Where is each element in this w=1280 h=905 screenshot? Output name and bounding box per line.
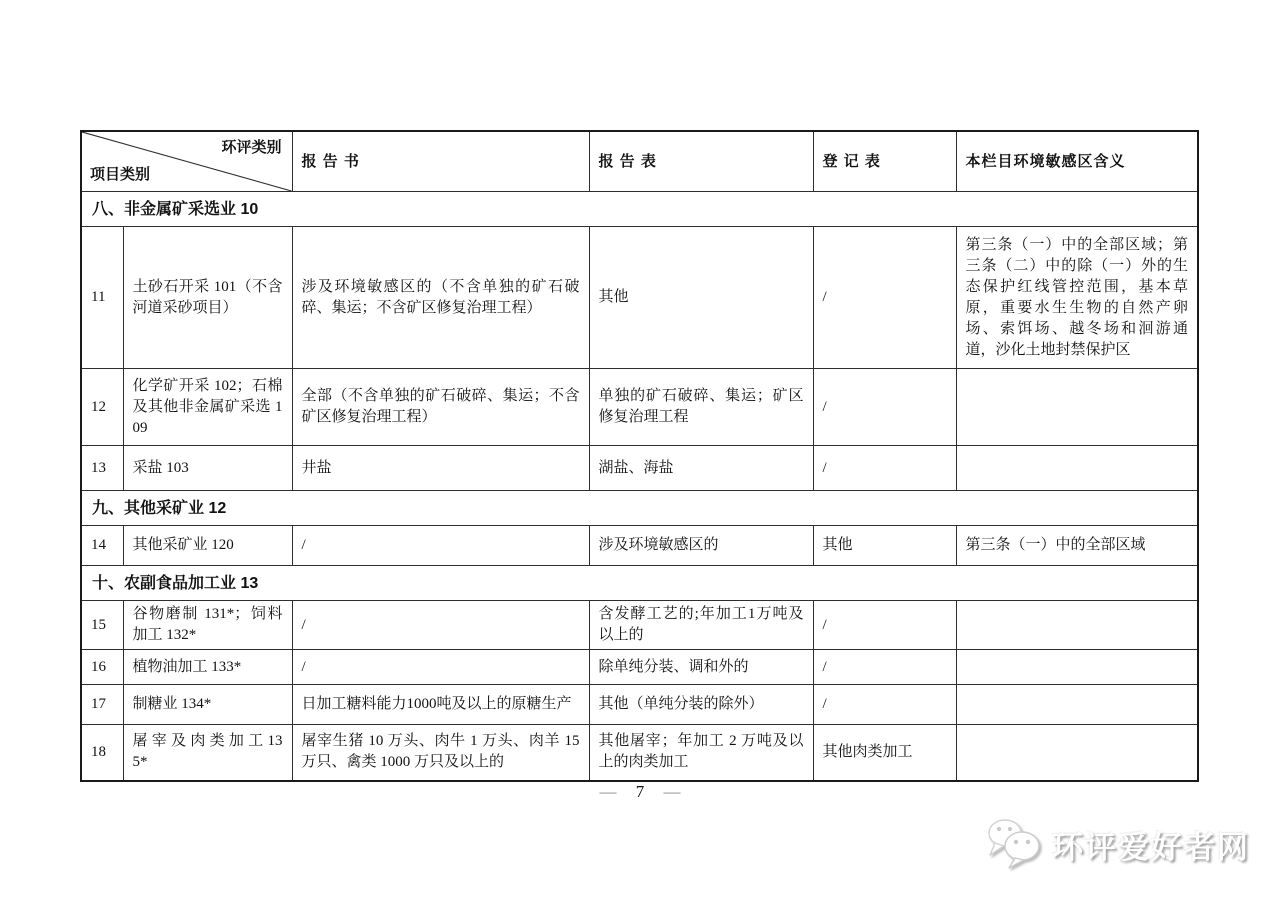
- cell-12-registration-form: /: [813, 369, 956, 446]
- cell-14-num: 14: [81, 526, 123, 566]
- header-eia-category-label: 环评类别: [221, 139, 282, 156]
- cell-13-report-book: 井盐: [292, 446, 589, 491]
- cell-14-sensitive-meaning: 第三条（一）中的全部区域: [956, 526, 1198, 566]
- section-label: 十、农副食品加工业 13: [81, 566, 1198, 601]
- site-watermark: [984, 818, 1250, 870]
- cell-11-report-form: 其他: [589, 227, 813, 369]
- cell-15-sensitive-meaning: [956, 601, 1198, 650]
- cell-13-sensitive-meaning: [956, 446, 1198, 491]
- table-row-17: [81, 685, 1198, 725]
- table-row-16: [81, 650, 1198, 685]
- footer-dash-left: —: [599, 782, 617, 801]
- cell-11-report-book: 涉及环境敏感区的（不含单独的矿石破碎、集运；不含矿区修复治理工程）: [292, 227, 589, 369]
- cell-18-category: 屠 宰 及 肉 类 加 工 135*: [123, 725, 292, 781]
- cell-15-category: 谷物磨制 131*；饲料加工 132*: [123, 601, 292, 650]
- cell-16-registration-form: /: [813, 650, 956, 685]
- cell-13-report-form: 湖盐、海盐: [589, 446, 813, 491]
- section-label: 八、非金属矿采选业 10: [81, 192, 1198, 227]
- cell-18-report-book: 屠宰生猪 10 万头、肉牛 1 万头、肉羊 15 万只、禽类 1000 万只及以上的: [292, 725, 589, 781]
- cell-11-num: 11: [81, 227, 123, 369]
- cell-16-report-form: 除单纯分装、调和外的: [589, 650, 813, 685]
- header-report-book: 报 告 书: [292, 131, 589, 192]
- cell-16-report-book: /: [292, 650, 589, 685]
- cell-14-registration-form: 其他: [813, 526, 956, 566]
- page-number: 7: [635, 782, 645, 801]
- cell-15-report-form: 含发酵工艺的;年加工1万吨及以上的: [589, 601, 813, 650]
- table-row-18: [81, 725, 1198, 781]
- table-row-12: [81, 369, 1198, 446]
- cell-16-num: 16: [81, 650, 123, 685]
- cell-12-num: 12: [81, 369, 123, 446]
- page-footer: [0, 782, 1280, 802]
- cell-15-registration-form: /: [813, 601, 956, 650]
- table-row-13: [81, 446, 1198, 491]
- cell-17-registration-form: /: [813, 685, 956, 725]
- watermark-site-name: 环评爱好者网: [1052, 829, 1250, 865]
- cell-17-report-book: 日加工糖料能力1000吨及以上的原糖生产: [292, 685, 589, 725]
- section-row-other-mining: [81, 491, 1198, 526]
- cell-15-report-book: /: [292, 601, 589, 650]
- cell-18-num: 18: [81, 725, 123, 781]
- cell-11-sensitive-meaning: 第三条（一）中的全部区域；第三条（二）中的除（一）外的生态保护红线管控范围，基本草原，重要水生生物的自然产卵场、索饵场、越冬场和洄游通道，沙化土地封禁保护区: [956, 227, 1198, 369]
- table-row-15: [81, 601, 1198, 650]
- header-sensitive-meaning: 本栏目环境敏感区含义: [956, 131, 1198, 192]
- cell-18-report-form: 其他屠宰；年加工 2 万吨及以上的肉类加工: [589, 725, 813, 781]
- cell-11-registration-form: /: [813, 227, 956, 369]
- section-row-nonmetal-mining: [81, 192, 1198, 227]
- cell-12-report-book: 全部（不含单独的矿石破碎、集运；不含矿区修复治理工程）: [292, 369, 589, 446]
- cell-17-sensitive-meaning: [956, 685, 1198, 725]
- cell-15-num: 15: [81, 601, 123, 650]
- cell-11-category: 土砂石开采 101（不含河道采砂项目）: [123, 227, 292, 369]
- cell-16-category: 植物油加工 133*: [123, 650, 292, 685]
- cell-14-category: 其他采矿业 120: [123, 526, 292, 566]
- header-project-category-label: 项目类别: [90, 166, 151, 183]
- header-report-form: 报 告 表: [589, 131, 813, 192]
- cell-14-report-book: /: [292, 526, 589, 566]
- section-row-agri-food-processing: [81, 566, 1198, 601]
- cell-14-report-form: 涉及环境敏感区的: [589, 526, 813, 566]
- table-row-11: [81, 227, 1198, 369]
- cell-13-num: 13: [81, 446, 123, 491]
- cell-12-report-form: 单独的矿石破碎、集运；矿区修复治理工程: [589, 369, 813, 446]
- cell-18-registration-form: 其他肉类加工: [813, 725, 956, 781]
- cell-17-category: 制糖业 134*: [123, 685, 292, 725]
- cell-12-category: 化学矿开采 102；石棉及其他非金属矿采选 109: [123, 369, 292, 446]
- cell-16-sensitive-meaning: [956, 650, 1198, 685]
- cell-13-category: 采盐 103: [123, 446, 292, 491]
- cell-12-sensitive-meaning: [956, 369, 1198, 446]
- cell-13-registration-form: /: [813, 446, 956, 491]
- header-diagonal-cell: [81, 131, 292, 192]
- section-label: 九、其他采矿业 12: [81, 491, 1198, 526]
- header-registration-form: 登 记 表: [813, 131, 956, 192]
- eia-classification-table: [80, 130, 1199, 782]
- table-header-row: [81, 131, 1198, 192]
- chat-bubbles-icon: [984, 818, 1042, 870]
- footer-dash-right: —: [663, 782, 681, 801]
- table-row-14: [81, 526, 1198, 566]
- cell-17-num: 17: [81, 685, 123, 725]
- cell-17-report-form: 其他（单纯分装的除外）: [589, 685, 813, 725]
- cell-18-sensitive-meaning: [956, 725, 1198, 781]
